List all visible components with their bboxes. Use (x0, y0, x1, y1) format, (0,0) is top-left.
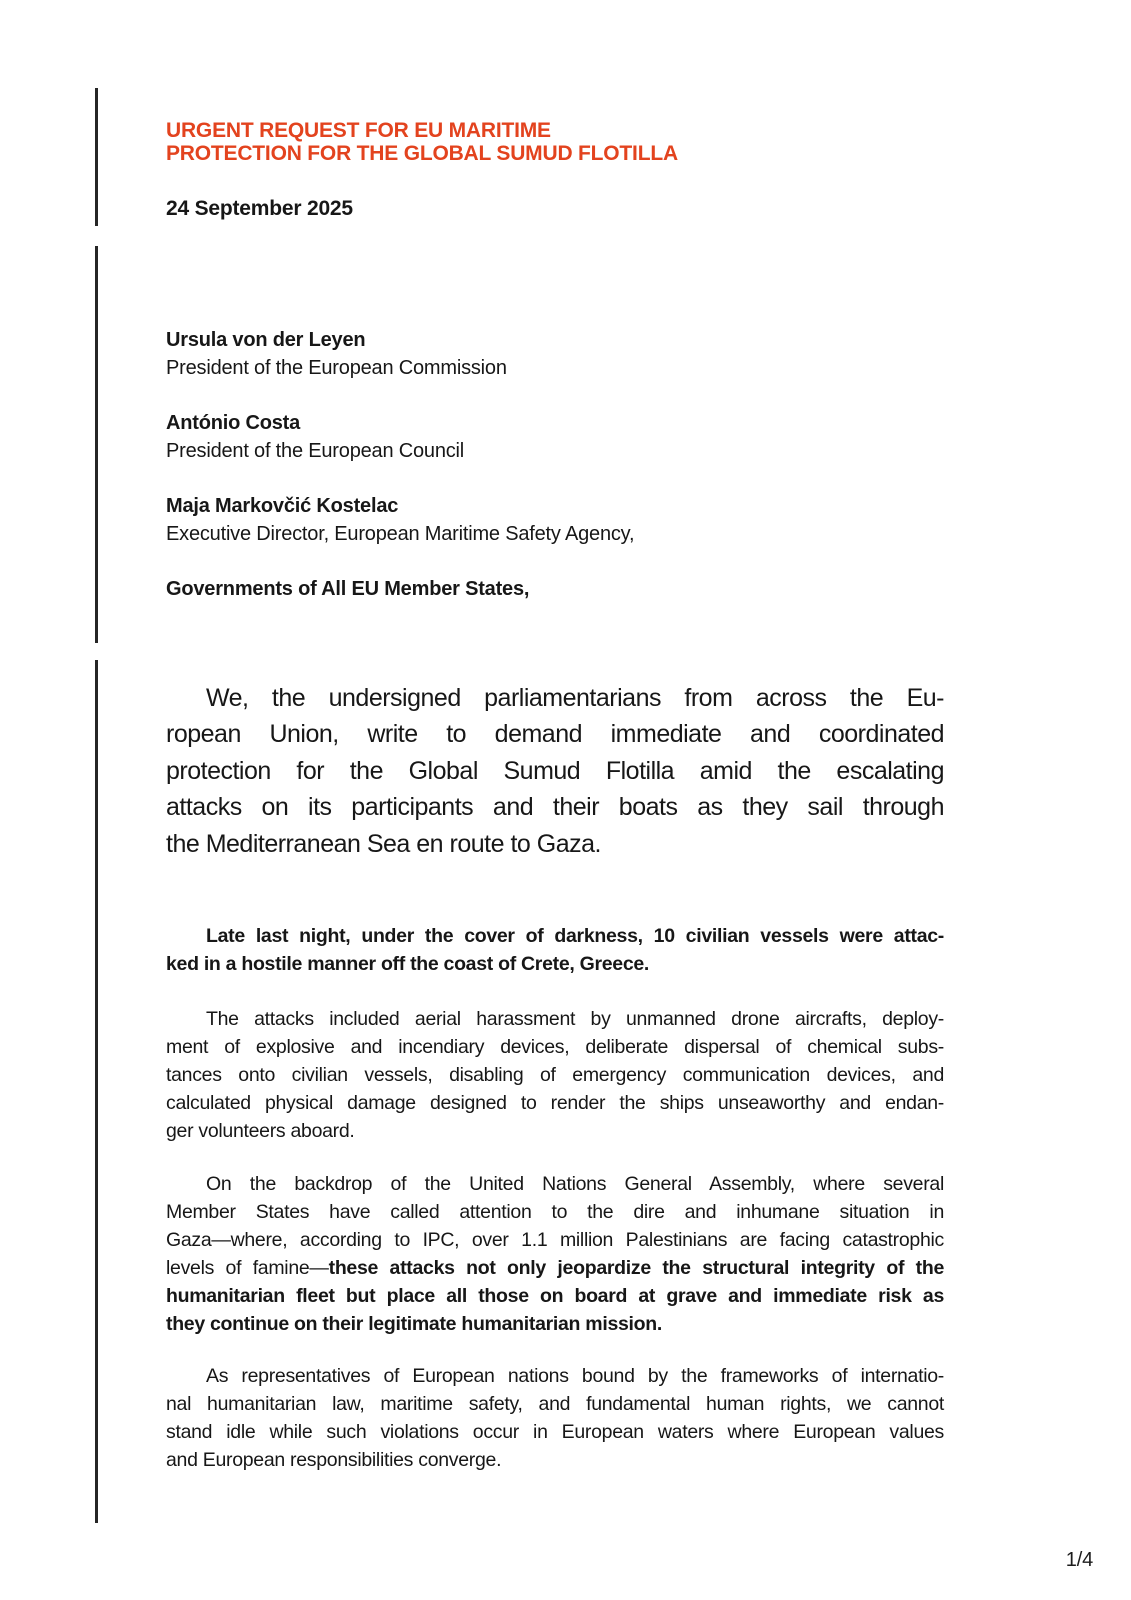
text-line: attacks on its participants and their boats as they sail through (166, 793, 944, 822)
text-line: and European responsibilities converge. (166, 1449, 502, 1471)
text-line (166, 1282, 944, 1310)
text-line: the Mediterranean Sea en route to Gaza. (166, 829, 601, 858)
letter-date: 24 September 2025 (166, 197, 353, 220)
recipient-name: Maja Markovčić Kostelac (166, 495, 399, 517)
text-line: tances onto civilian vessels, disabling of emergency communication devices, and (166, 1064, 944, 1086)
text-line (166, 1310, 944, 1338)
text-line: As representatives of European nations bound by the frameworks of internatio- (206, 1365, 944, 1387)
lead-paragraph (166, 680, 944, 862)
margin-rule-top (95, 88, 98, 226)
text-line: protection for the Global Sumud Flotilla amid the escalating (166, 756, 944, 785)
text-line: Member States have called attention to the dire and inhumane situation in (166, 1201, 944, 1223)
text-line: ked in a hostile manner off the coast of Crete, Greece. (166, 953, 650, 975)
text-line: calculated physical damage designed to render the ships unseaworthy and endan- (166, 1092, 944, 1114)
letter-title (166, 119, 941, 165)
recipient-role: Executive Director, European Maritime Safety Agency, (166, 523, 635, 545)
recipient (166, 326, 941, 382)
text-line: ger volunteers aboard. (166, 1120, 355, 1142)
text-line: Late last night, under the cover of darkness, 10 civilian vessels were attac- (206, 925, 944, 947)
text-line: ment of explosive and incendiary devices, deliberate dispersal of chemical subs- (166, 1036, 944, 1058)
margin-rule-middle (95, 246, 98, 643)
text-line: nal humanitarian law, maritime safety, and fundamental human rights, we cannot (166, 1393, 944, 1415)
recipient-role: President of the European Council (166, 440, 465, 462)
recipient-name: Governments of All EU Member States, (166, 578, 530, 600)
text-line: stand idle while such violations occur in European waters where European values (166, 1421, 944, 1443)
text-line: Gaza—where, according to IPC, over 1.1 million Palestinians are facing catastrophic (166, 1229, 944, 1251)
paragraph-attack-summary (166, 922, 944, 978)
letter-title-line-2: PROTECTION FOR THE GLOBAL SUMUD FLOTILLA (166, 142, 678, 165)
paragraph-european-responsibility (166, 1362, 944, 1474)
emphasis-text: they continue on their legitimate humanitarian mission. (166, 1313, 662, 1335)
recipient-role: President of the European Commission (166, 357, 507, 379)
recipient (166, 575, 941, 603)
page-number: 1/4 (1065, 1549, 1093, 1571)
margin-rule-bottom (95, 660, 98, 1523)
recipient-name: Ursula von der Leyen (166, 329, 366, 351)
paragraph-attack-details (166, 1005, 944, 1145)
letter-title-line-1: URGENT REQUEST FOR EU MARITIME (166, 119, 551, 142)
text-line: ropean Union, write to demand immediate and coordinated (166, 720, 944, 749)
emphasis-text: humanitarian fleet but place all those on board at grave and immediate risk as (166, 1285, 944, 1307)
text-line: The attacks included aerial harassment by unmanned drone aircrafts, deploy- (206, 1008, 944, 1030)
recipient-name: António Costa (166, 412, 301, 434)
recipient (166, 492, 941, 548)
text-line: We, the undersigned parliamentarians from across the Eu- (206, 684, 944, 712)
text-line (166, 1254, 944, 1282)
recipient (166, 409, 941, 465)
text-line: On the backdrop of the United Nations General Assembly, where several (206, 1173, 944, 1195)
plain-text: levels of famine— (166, 1257, 329, 1279)
emphasis-text: these attacks not only jeopardize the structural integrity of the (328, 1257, 944, 1279)
paragraph-unga-context (166, 1170, 944, 1338)
recipients-list (166, 326, 941, 630)
